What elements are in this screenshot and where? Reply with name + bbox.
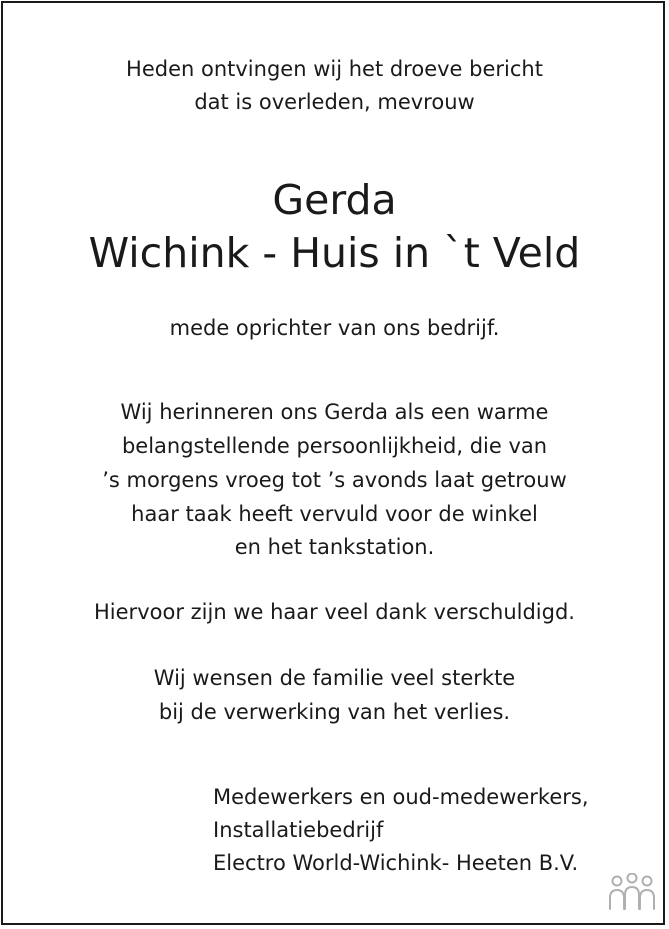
intro-line-2: dat is overleden, mevrouw <box>194 90 475 114</box>
gratitude-line: Hiervoor zijn we haar veel dank verschuldigd. <box>94 600 575 624</box>
people-group-icon <box>607 873 657 913</box>
memory-line-4: haar taak heeft vervuld voor de winkel <box>131 502 538 526</box>
wishes-line-2: bij de verwerking van het verlies. <box>158 700 511 724</box>
deceased-first-name: Gerda <box>272 176 397 224</box>
signature-line-1: Medewerkers en oud-medewerkers, <box>213 785 589 809</box>
role-line: mede oprichter van ons bedrijf. <box>169 316 500 340</box>
signature-line-3: Electro World-Wichink- Heeten B.V. <box>213 851 579 875</box>
deceased-full-name: Wichink - Huis in `t Veld <box>88 229 581 277</box>
signature-line-2: Installatiebedrijf <box>213 818 384 842</box>
memory-line-5: en het tankstation. <box>234 535 435 559</box>
memory-line-2: belangstellende persoonlijkheid, die van <box>121 434 548 458</box>
wishes-line-1: Wij wensen de familie veel sterkte <box>153 666 516 690</box>
memory-line-1: Wij herinneren ons Gerda als een warme <box>120 400 549 424</box>
intro-line-1: Heden ontvingen wij het droeve bericht <box>126 57 543 81</box>
memory-line-3: ’s morgens vroeg tot ’s avonds laat getrouw <box>102 468 567 492</box>
